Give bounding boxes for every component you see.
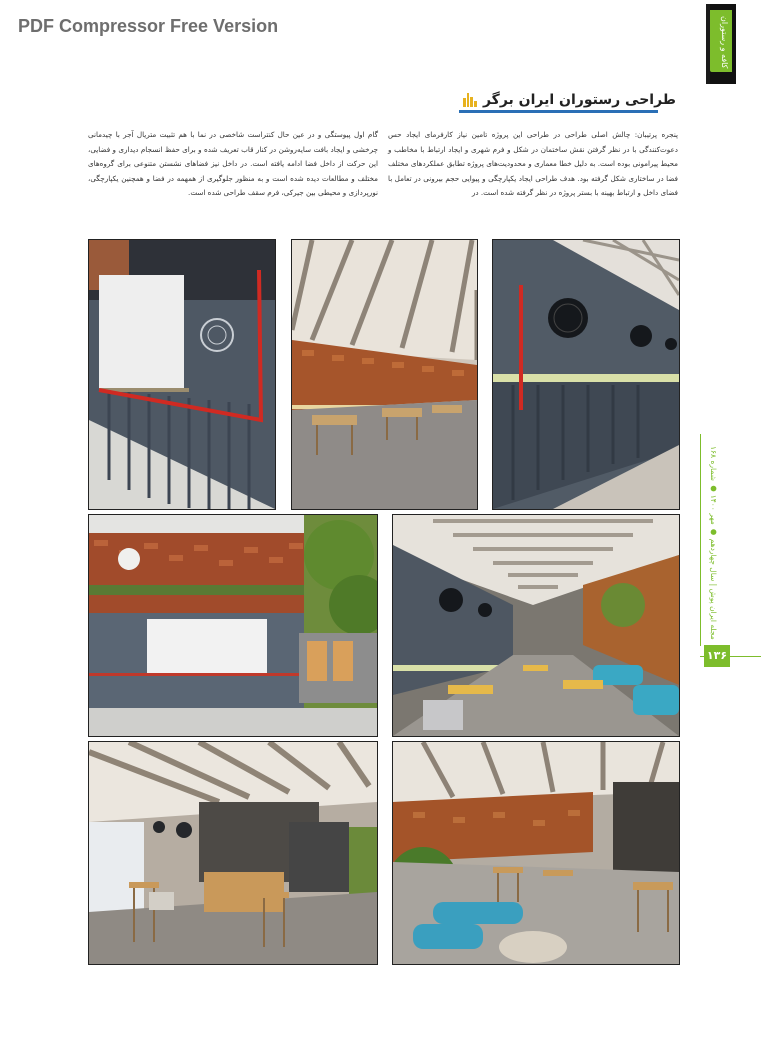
article-column-right: پنجره پرتیبان: چالش اصلی طراحی در طراحی این پروژه تامین نیاز کارفرمای ایجاد حس دعوت‌کنندگی با در نظر گرفتن نقش ساختمان در شکل و فرم شهری و ایجاد ارتباط با مخاطب و محیط پیرامونی بوده است. به دلیل خطا معماری و محدودیت‌های پروژه تطابق عملکردهای مختلف فضا در ساختاری شکل گرفته بود. هدف طراحی ایجاد یکپارچگی و پیوایی حجم بیرونی در تعامل با فضای داخل و ارتباط بهینه با بستر پروژه در نظر گرفته شده است. در (388, 130, 678, 198)
magazine-caption: مجله ایران پوش | سال چهاردهم ● مهر ۱۴۰۰ ● شماره ۱۶۸ (709, 446, 718, 640)
photo-interior-brick (291, 239, 478, 510)
article-title (463, 92, 676, 108)
article-title-text: طراحی رستوران ایران برگر (482, 92, 676, 108)
bars-icon (463, 93, 477, 107)
photo-interior-long (392, 514, 680, 737)
section-tab (706, 4, 736, 84)
watermark: PDF Compressor Free Version (18, 16, 279, 36)
article-column-left: گام اول پیوستگی و در عین حال کنتراست شاخصی در نما با هم تثبیت متریال آجر با چیدمانی چرخشی و ایجاد بافت سایه‌روشن در کنار قاب تعریف شده و برای حفظ انسجام دیداری و فضایی، این حرکت از داخل فضا ادامه یافته است. در داخل نیز فضاهای نشستن متنوعی برای گروه‌های مختلف و مطالعات دیده شده است و به منظور جلوگیری از همهمه در فضا و همچنین یکپارچگی، نورپردازی و محیطی بین جیرکی، فرم سقف طراحی شده است. (88, 130, 378, 198)
photo-facade-front (88, 514, 378, 737)
side-divider (700, 434, 701, 646)
photo-corridor-porthole (492, 239, 680, 510)
section-tab-label: کافه و رستوران (720, 16, 729, 69)
photo-facade-side (88, 239, 276, 510)
title-underline (459, 110, 658, 113)
page-number: ۱۳۶ (704, 645, 730, 667)
photo-interior-lounge (392, 741, 680, 965)
photo-interior-booths (88, 741, 378, 965)
